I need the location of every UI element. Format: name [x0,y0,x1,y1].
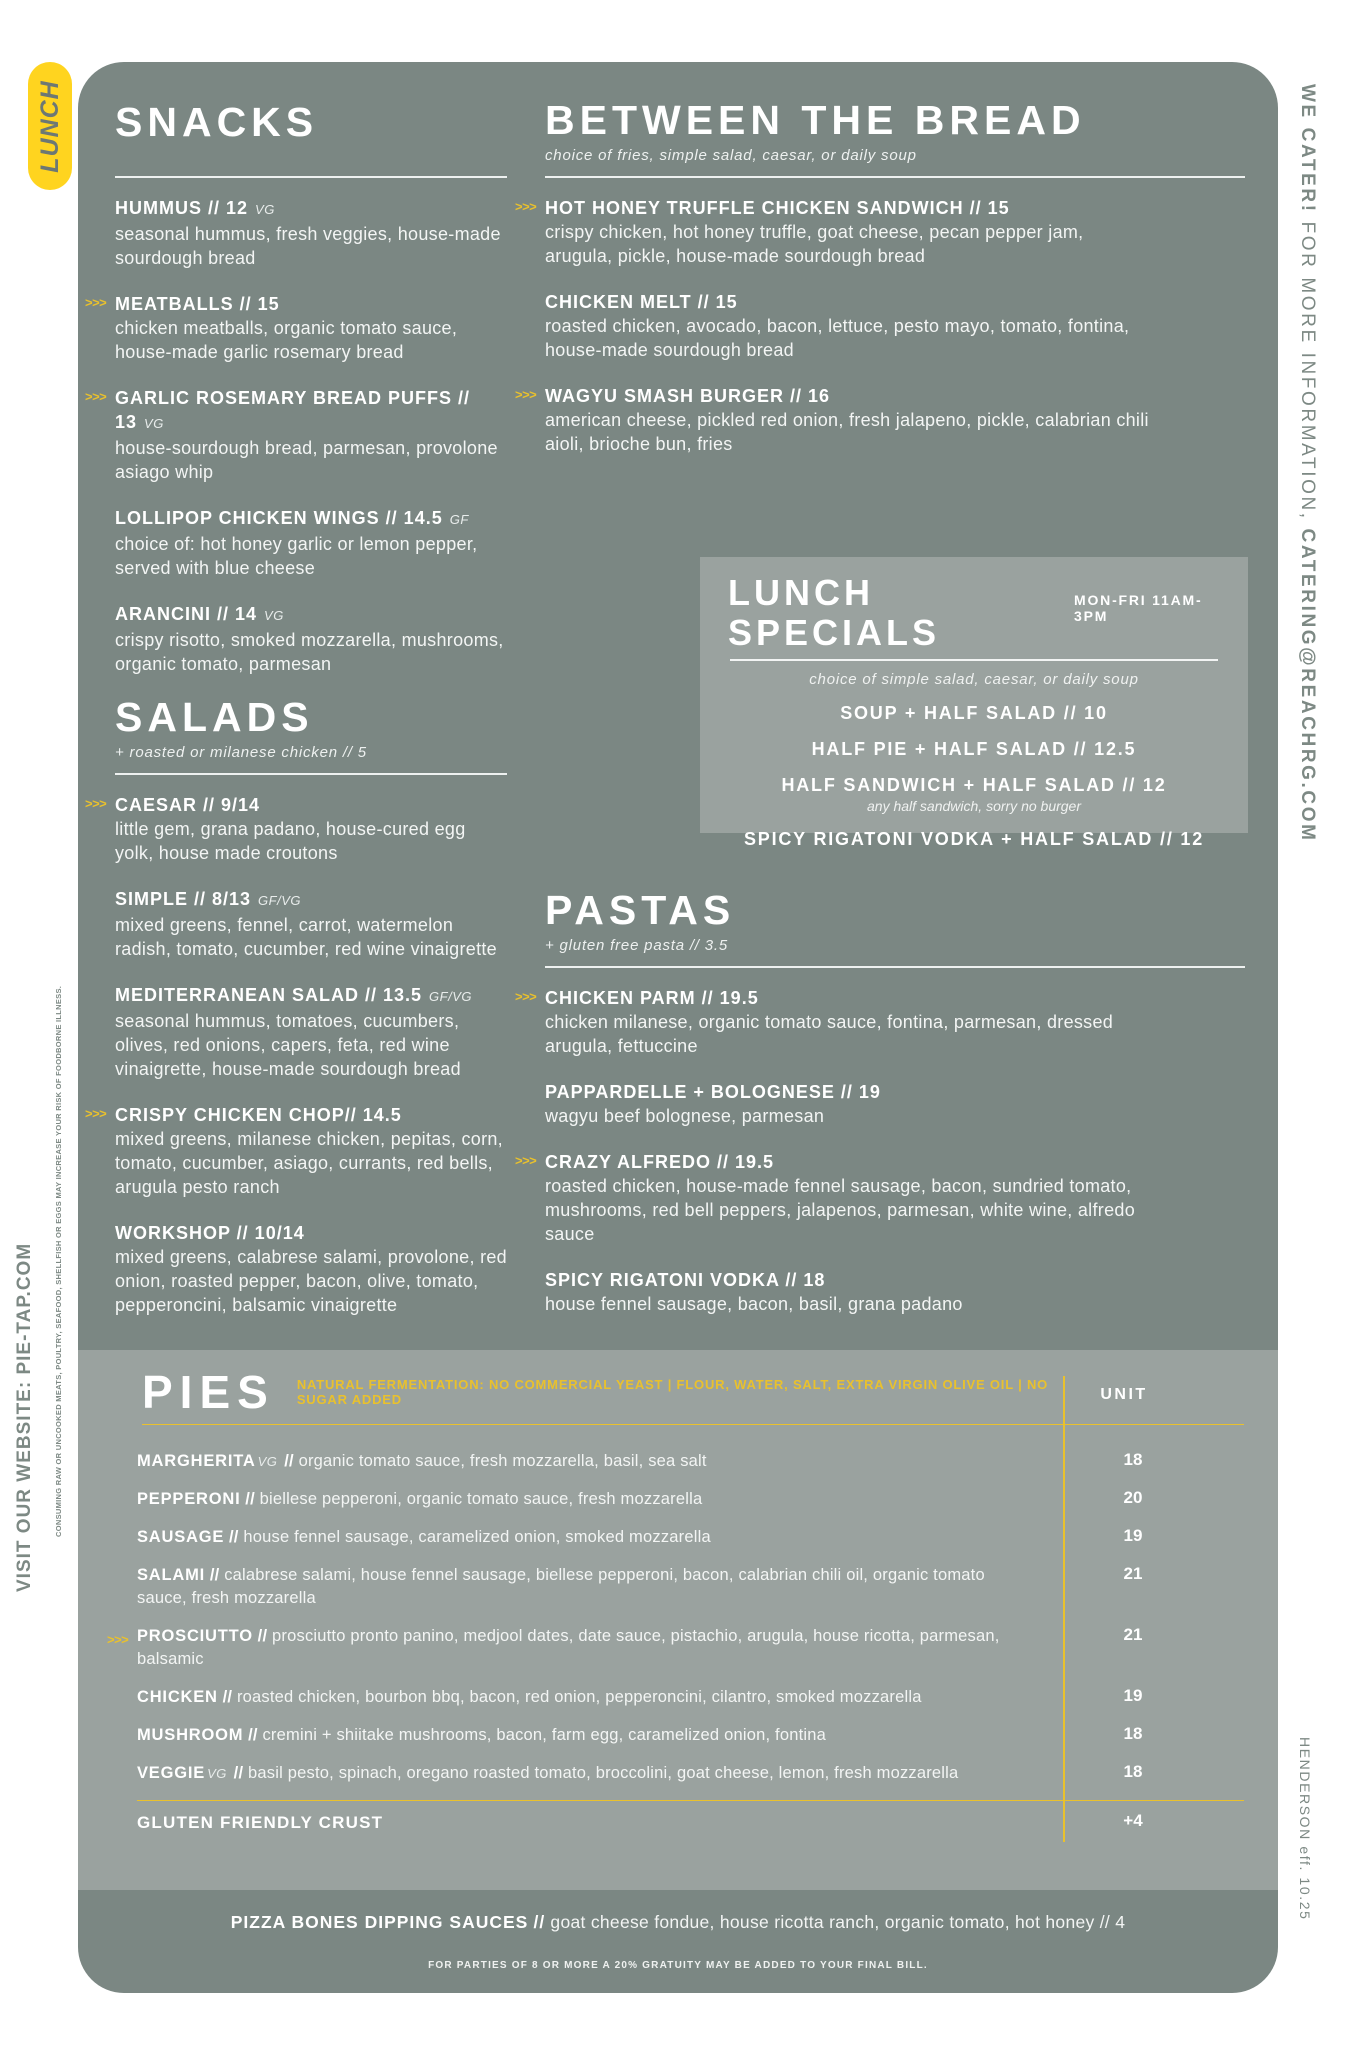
menu-item [115,506,507,580]
pie-name: MARGHERITA [137,1452,256,1470]
item-desc: house fennel sausage, bacon, basil, grana padano [545,1294,963,1314]
special-item: SOUP + HALF SALAD // 10 [840,703,1108,723]
pie-price: 20 [1123,1488,1143,1507]
pie-desc: calabrese salami, house fennel sausage, biellese pepperoni, bacon, calabrian chili oil, organic tomato sauce, fresh mozzarella [137,1566,985,1607]
diet-tag: VG [144,416,164,431]
item-desc: wagyu beef bolognese, parmesan [545,1106,825,1126]
diet-tag: GF/VG [429,989,472,1004]
item-title: WAGYU SMASH BURGER // 16 [545,386,831,406]
menu-item [85,1103,507,1199]
pies-band [78,1350,1278,1890]
item-desc: mixed greens, fennel, carrot, watermelon radish, tomato, cucumber, red wine vinaigrette [115,915,497,959]
item-desc: roasted chicken, avocado, bacon, lettuce, pesto mayo, tomato, fontina, house-made sourdough bread [545,316,1130,360]
menu-item [115,1221,507,1317]
pie-price: 21 [1123,1564,1143,1583]
item-title: HOT HONEY TRUFFLE CHICKEN SANDWICH // 15 [545,198,1010,218]
table-row: >>> PROSCIUTTO // prosciutto pronto panino, medjool dates, date sauce, pistachio, arugula, house ricotta, parmesan, balsamic 21 [137,1625,1244,1671]
featured-marker: >>> [85,1106,107,1121]
section-title: PIES [142,1366,275,1418]
pie-name: VEGGIE [137,1764,206,1782]
table-row [137,1811,1244,1835]
pie-desc: roasted chicken, bourbon bbq, bacon, red onion, pepperoncini, cilantro, smoked mozzarella [236,1688,922,1706]
pie-price: 19 [1123,1526,1143,1545]
item-desc: crispy risotto, smoked mozzarella, mushrooms, organic tomato, parmesan [115,630,504,674]
item-desc: little gem, grana padano, house-cured egg yolk, house made croutons [115,819,466,863]
pie-price: 19 [1123,1686,1143,1705]
menu-item [515,986,1245,1058]
diet-tag: GF/VG [258,893,301,908]
featured-marker: >>> [515,1153,537,1168]
menu-item [545,290,1245,362]
item-desc: mixed greens, calabrese salami, provolone, red onion, roasted pepper, bacon, olive, tomato, pepperoncini, balsamic vinaigrette [115,1247,507,1315]
table-row: CHICKEN // roasted chicken, bourbon bbq, bacon, red onion, pepperoncini, cilantro, smoked mozzarella 19 [137,1686,1244,1709]
pie-name: PROSCIUTTO [137,1627,253,1645]
menu-item [515,384,1245,456]
table-row: MUSHROOM // cremini + shiitake mushrooms, bacon, farm egg, caramelized onion, fontina 18 [137,1724,1244,1747]
website-rail: VISIT OUR WEBSITE: PIE-TAP.COM [14,1242,35,1592]
edition-label: HENDERSON eff. 10.25 [1297,1737,1313,1921]
cater-mid: FOR MORE INFORMATION, [1297,213,1318,529]
diet-tag: VG [207,1766,227,1781]
section-pastas [515,887,1245,1338]
item-title: CAESAR // 9/14 [115,795,261,815]
item-title: SIMPLE // 8/13 [115,889,252,909]
item-title: SPICY RIGATONI VODKA // 18 [545,1270,826,1290]
item-desc: chicken milanese, organic tomato sauce, fontina, parmesan, dressed arugula, fettuccine [545,1012,1114,1056]
menu-item [115,196,507,270]
special-item: SPICY RIGATONI VODKA + HALF SALAD // 12 [743,829,1205,849]
item-desc: seasonal hummus, tomatoes, cucumbers, olives, red onions, capers, feta, red wine vinaigrette, house-made sourdough bread [115,1011,461,1079]
menu-item [85,292,507,364]
item-desc: seasonal hummus, fresh veggies, house-made sourdough bread [115,224,501,268]
special-item: HALF SANDWICH + HALF SALAD // 12 [781,775,1167,795]
pie-desc: prosciutto pronto panino, medjool dates, date sauce, pistachio, arugula, house ricotta, parmesan, balsamic [137,1627,1000,1668]
featured-marker: >>> [515,199,537,214]
item-desc: mixed greens, milanese chicken, pepitas, corn, tomato, cucumber, asiago, currants, red bells, arugula pesto ranch [115,1129,503,1197]
featured-marker: >>> [515,387,537,402]
pie-desc: house fennel sausage, caramelized onion, smoked mozzarella [243,1528,711,1546]
pie-price: 18 [1123,1724,1143,1743]
featured-marker: >>> [85,295,107,310]
dipping-sauces-line: PIZZA BONES DIPPING SAUCES // goat cheese fondue, house ricotta ranch, organic tomato, hot honey // 4 [230,1912,1126,1932]
featured-marker: >>> [515,989,537,1004]
section-title: BETWEEN THE BREAD [545,97,1086,143]
menu-item [115,983,507,1081]
item-desc: american cheese, pickled red onion, fresh jalapeno, pickle, calabrian chili aioli, brioche bun, fries [545,410,1149,454]
table-row: MARGHERITA VG // organic tomato sauce, fresh mozzarella, basil, sea salt 18 [137,1450,1244,1473]
section-subtitle: choice of fries, simple salad, caesar, or daily soup [545,147,917,164]
menu-item [515,1150,1245,1246]
featured-marker: >>> [85,389,107,404]
special-item-note: any half sandwich, sorry no burger [867,798,1081,814]
pie-desc: cremini + shiitake mushrooms, bacon, farm egg, caramelized onion, fontina [262,1726,826,1744]
pie-name: SALAMI [137,1566,206,1584]
pie-price: 18 [1123,1762,1143,1781]
divider [137,1800,1244,1801]
lunch-badge-label: LUNCH [35,79,64,173]
section-title: SALADS [115,694,314,740]
divider [115,176,507,178]
crust-price: +4 [1123,1811,1143,1830]
item-title: ARANCINI // 14 [115,604,258,624]
item-title: LOLLIPOP CHICKEN WINGS // 14.5 [115,508,443,528]
pie-name: CHICKEN [137,1688,218,1706]
unit-column-header: UNIT [1100,1386,1148,1403]
sauces-name: PIZZA BONES DIPPING SAUCES [230,1912,529,1932]
pie-price: 21 [1123,1625,1143,1644]
pie-name: SAUSAGE [137,1528,225,1546]
pie-desc: basil pesto, spinach, oregano roasted tomato, broccolini, goat cheese, lemon, fresh mozzarella [248,1764,959,1782]
menu-panel [78,62,1278,1993]
item-title: PAPPARDELLE + BOLOGNESE // 19 [545,1082,881,1102]
section-subtitle: + roasted or milanese chicken // 5 [115,744,367,761]
divider [730,659,1218,661]
catering-email: CATERING@REACHRG.COM [1297,528,1318,843]
table-row: PEPPERONI // biellese pepperoni, organic tomato sauce, fresh mozzarella 20 [137,1488,1244,1511]
pie-desc: biellese pepperoni, organic tomato sauce, fresh mozzarella [259,1490,703,1508]
item-desc: crispy chicken, hot honey truffle, goat cheese, pecan pepper jam, arugula, pickle, house-made sourdough bread [545,222,1084,266]
item-title: CRAZY ALFREDO // 19.5 [545,1152,775,1172]
section-salads [85,694,507,1339]
item-title: CHICKEN MELT // 15 [545,292,738,312]
gratuity-note: FOR PARTIES OF 8 OR MORE A 20% GRATUITY MAY BE ADDED TO YOUR FINAL BILL. [428,1960,928,1971]
featured-marker: >>> [107,1632,129,1647]
specials-hours: MON-FRI 11AM-3PM [1074,592,1203,624]
menu-item [545,1080,1245,1128]
special-item: HALF PIE + HALF SALAD // 12.5 [811,739,1137,759]
menu-item [515,196,1245,268]
item-title: GARLIC ROSEMARY BREAD PUFFS // 13 [115,388,471,432]
sauces-desc: goat cheese fondue, house ricotta ranch, organic tomato, hot honey // 4 [550,1912,1126,1932]
lunch-specials-box [700,557,1248,849]
section-snacks [85,99,507,698]
item-title: HUMMUS // 12 [115,198,249,218]
section-subtitle: + gluten free pasta // 3.5 [545,937,728,954]
item-desc: house-sourdough bread, parmesan, provolone asiago whip [115,438,498,482]
item-title: WORKSHOP // 10/14 [115,1223,305,1243]
diet-tag: VG [255,202,275,217]
item-title: MEATBALLS // 15 [115,294,280,314]
section-between-the-bread [515,97,1245,478]
table-row: SALAMI // calabrese salami, house fennel sausage, biellese pepperoni, bacon, calabrian chili oil, organic tomato sauce, fresh mozzarella 21 [137,1564,1244,1610]
menu-item [115,602,507,676]
crust-name: GLUTEN FRIENDLY CRUST [137,1813,384,1832]
catering-rail [1296,84,1318,843]
menu-item [545,1268,1245,1316]
lunch-badge [28,62,72,190]
menu-item [115,887,507,961]
divider [142,1424,1244,1425]
pies-fermentation-note: NATURAL FERMENTATION: NO COMMERCIAL YEAST | FLOUR, WATER, SALT, EXTRA VIRGIN OLIVE OIL | NO SUGAR ADDED [296,1377,1049,1407]
section-title: PASTAS [545,887,736,933]
item-title: MEDITERRANEAN SALAD // 13.5 [115,985,423,1005]
item-desc: choice of: hot honey garlic or lemon pepper, served with blue cheese [115,534,478,578]
item-desc: roasted chicken, house-made fennel sausage, bacon, sundried tomato, mushrooms, red bell peppers, jalapenos, parmesan, white wine, alfredo sauce [545,1176,1136,1244]
item-desc: chicken meatballs, organic tomato sauce, house-made garlic rosemary bread [115,318,458,362]
featured-marker: >>> [85,796,107,811]
section-title: SNACKS [115,99,319,145]
diet-tag: VG [257,1454,278,1469]
divider [545,176,1245,178]
foodborne-disclaimer: CONSUMING RAW OR UNCOOKED MEATS, POULTRY, SEAFOOD, SHELLFISH OR EGGS MAY INCREASE YOUR RISK OF FOODBORNE ILLNESS. [54,985,63,1537]
pie-name: MUSHROOM [137,1726,244,1744]
diet-tag: VG [264,608,284,623]
specials-title: LUNCH SPECIALS [728,572,941,653]
diet-tag: GF [449,512,469,527]
divider [545,966,1245,968]
item-title: CHICKEN PARM // 19.5 [545,988,759,1008]
menu-item [85,386,507,484]
item-title: CRISPY CHICKEN CHOP// 14.5 [115,1105,402,1125]
pie-desc: organic tomato sauce, fresh mozzarella, basil, sea salt [298,1452,707,1470]
table-row: SAUSAGE // house fennel sausage, caramelized onion, smoked mozzarella 19 [137,1526,1244,1549]
pie-price: 18 [1123,1450,1143,1469]
cater-lead: WE CATER! [1297,84,1318,214]
divider [115,773,507,775]
menu-item [85,793,507,865]
pie-name: PEPPERONI [137,1490,241,1508]
specials-subtitle: choice of simple salad, caesar, or daily soup [809,671,1139,688]
table-row: VEGGIE VG // basil pesto, spinach, oregano roasted tomato, broccolini, goat cheese, lemon, fresh mozzarella 18 [137,1762,1244,1785]
pies-table [107,1450,1244,1850]
